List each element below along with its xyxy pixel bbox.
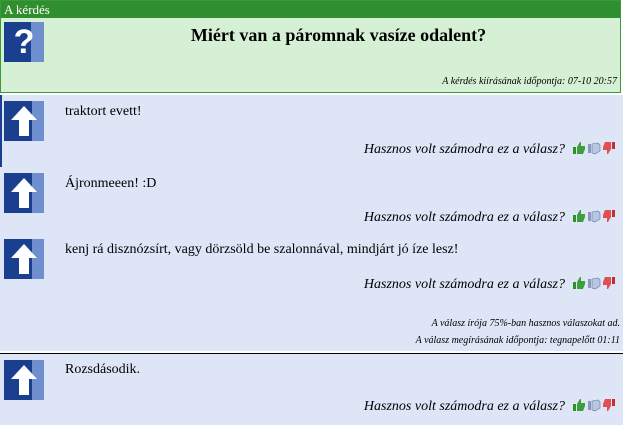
- helpful-label: Hasznos volt számodra ez a válasz?: [363, 210, 565, 225]
- question-block: [0, 0, 621, 93]
- helpful-label: Hasznos volt számodra ez a válasz?: [363, 142, 565, 157]
- answer-item: [0, 167, 623, 235]
- question-date: A kérdés kiírásának időpontja: 07-10 20:57: [442, 76, 617, 87]
- thumb-down-icon[interactable]: [602, 141, 616, 160]
- arrow-up-icon: [4, 239, 44, 279]
- helpful-label: Hasznos volt számodra ez a válasz?: [363, 399, 565, 414]
- arrow-up-icon: [4, 173, 44, 213]
- arrow-up-icon: [4, 101, 44, 141]
- thumb-up-icon[interactable]: [572, 276, 586, 295]
- answer-text: traktort evett!: [65, 104, 142, 119]
- question-title: Miért van a páromnak vasíze odalent?: [190, 25, 487, 45]
- thumb-down-icon[interactable]: [602, 398, 616, 417]
- thumb-neutral-icon[interactable]: [587, 276, 601, 295]
- thumb-neutral-icon[interactable]: [587, 209, 601, 228]
- helpful-row: [364, 397, 616, 417]
- answer-text: Rozsdásodik.: [65, 362, 141, 377]
- answers-list: [0, 95, 623, 425]
- answer-date: A válasz megírásának időpontja: tegnapelőtt 01:11: [415, 335, 620, 346]
- thumb-down-icon[interactable]: [602, 209, 616, 228]
- thumb-up-icon[interactable]: [572, 398, 586, 417]
- answer-item: [0, 235, 623, 351]
- thumb-down-icon[interactable]: [602, 276, 616, 295]
- thumb-up-icon[interactable]: [572, 209, 586, 228]
- thumb-up-icon[interactable]: [572, 141, 586, 160]
- author-rating-note: A válasz írója 75%-ban hasznos válaszokat ad.: [431, 318, 620, 329]
- question-header: A kérdés: [1, 1, 620, 18]
- answer-text: kenj rá disznózsírt, vagy dörzsöld be szalonnával, mindjárt jó íze lesz!: [65, 242, 459, 257]
- thumb-neutral-icon[interactable]: [587, 398, 601, 417]
- answer-text: Ájronmeeen! :D: [65, 176, 157, 191]
- answer-item: [0, 354, 623, 425]
- thumb-neutral-icon[interactable]: [587, 141, 601, 160]
- answer-item: [0, 95, 623, 167]
- helpful-row: [364, 275, 616, 295]
- question-mark-icon: ?: [4, 22, 44, 62]
- helpful-label: Hasznos volt számodra ez a válasz?: [363, 277, 565, 292]
- helpful-row: [364, 140, 616, 160]
- helpful-row: [364, 208, 616, 228]
- arrow-up-icon: [4, 360, 44, 400]
